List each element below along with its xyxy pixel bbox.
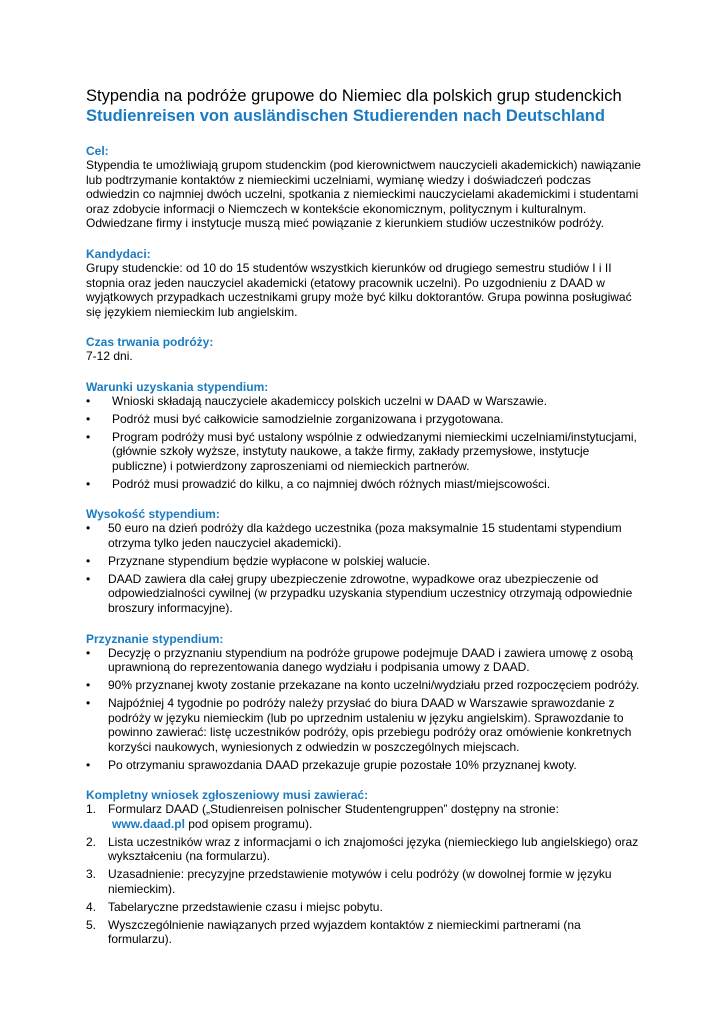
document-page [86,87,646,950]
document-title-polish: Stypendia na podróże grupowe do Niemiec dla polskich grup studenckich [86,87,622,105]
bullet-icon: • [86,757,91,772]
section-kandydaci [86,247,646,319]
list-number: 4. [86,899,97,914]
list-item: • Wnioski składają nauczyciele akademiccy polskich uczelni w DAAD w Warszawie. [86,393,548,408]
bullet-icon: • [86,553,91,568]
bullet-icon: • [86,645,91,660]
bullet-list-przyznanie [86,646,646,773]
bullet-icon: • [86,476,91,491]
section-heading-cel: Cel: [86,144,109,158]
list-number: 1. [86,802,97,817]
list-item: 5. Wyszczególnienie nawiązanych przed wyjazdem kontaktów z niemieckimi partnerami (na formularzu). [86,917,581,947]
bullet-icon: • [86,411,91,426]
section-text-kandydaci: Grupy studenckie: od 10 do 15 studentów wszystkich kierunków od drugiego semestru studiów I i II stopnia oraz jeden nauczyciel akademicki (etatowy pracownik uczelni). Po uzgodnieniu z DAAD w wyjątkowych przypadkach uczestnikami grupy może być kilku doktorantów. Grupa powinna posługiwać się językiem niemieckim lub angielskim. [86,260,632,319]
bullet-icon: • [86,393,91,408]
section-czas [86,335,646,364]
list-number: 5. [86,917,97,932]
list-item: • Po otrzymaniu sprawozdania DAAD przekazuje grupie pozostałe 10% przyznanej kwoty. [86,757,577,772]
list-item: 2. Lista uczestników wraz z informacjami o ich znajomości języka (niemieckiego lub angielskiego) oraz wykształceniu (na formularzu). [86,834,639,864]
section-warunki [86,380,646,491]
section-heading-warunki: Warunki uzyskania stypendium: [86,379,269,394]
list-item: 4. Tabelaryczne przedstawienie czasu i miejsc pobytu. [86,899,383,914]
list-number: 3. [86,867,97,882]
bullet-list-warunki [86,394,646,491]
list-item: • 50 euro na dzień podróży dla każdego uczestnika (poza maksymalnie 15 studentami stypendium otrzyma tylko jeden nauczyciel akademicki). [86,521,622,550]
section-cel [86,144,646,231]
section-heading-przyznanie: Przyznanie stypendium: [86,631,224,646]
bullet-icon: • [86,571,91,586]
bullet-icon: • [86,695,91,710]
section-heading-kandydaci: Kandydaci: [86,246,151,261]
document-title-german: Studienreisen von ausländischen Studierenden nach Deutschland [86,107,605,125]
list-item: • Najpóźniej 4 tygodnie po podróży należy przysłać do biura DAAD w Warszawie sprawozdanie z podróży w języku niemieckim (lub po uprzednim ustaleniu w języku angielskim). Sprawozdanie to powinno zawierać: listę uczestników podróży, opis przebiegu podróży oraz omówienie konkretnych korzyści naukowych, wyniesionych z odwiedzin w poszczególnych miejscach. [86,695,632,754]
section-przyznanie [86,632,646,773]
section-text-czas: 7-12 dni. [86,349,133,364]
list-item: • 90% przyznanej kwoty zostanie przekazane na konto uczelni/wydziału przed rozpoczęciem podróży. [86,678,640,693]
bullet-list-wysokosc [86,521,646,615]
list-item: • Podróż musi prowadzić do kilku, a co najmniej dwóch różnych miast/miejscowości. [86,476,551,491]
list-item: 1. Formularz DAAD („Studienreisen polnischer Studentengruppen” dostępny na stronie: www.daad.pl pod opisem programu). [86,802,559,831]
list-item: • DAAD zawiera dla całej grupy ubezpieczenie zdrowotne, wypadkowe oraz ubezpieczenie od odpowiedzialności cywilnej (w przypadku uzyskania stypendium uczestnicy otrzymają odpowiednie broszury informacyjne). [86,571,633,615]
section-heading-wysokosc: Wysokość stypendium: [86,507,220,522]
section-text-cel: Stypendia te umożliwiają grupom studenckim (pod kierownictwem nauczycieli akademickich) nawiązanie lub podtrzymanie kontaktów z niemieckimi uczelniami, wymianę wiedzy i doświadczeń podczas odwiedzin co najmniej dwóch uczelni, spotkania z niemieckimi nauczycielami akademickimi i studentami oraz zdobycie informacji o Niemczech w kontekście ekonomicznym, politycznym i kulturalnym. Odwiedzane firmy i instytucje muszą mieć powiązanie z kierunkiem studiów uczestników podróży. [86,158,641,231]
section-heading-wniosek: Kompletny wniosek zgłoszeniowy musi zawierać: [86,788,369,803]
list-item: 3. Uzasadnienie: precyzyjne przedstawienie motywów i celu podróży (w dowolnej formie w języku niemieckim). [86,867,612,896]
section-wniosek [86,788,646,947]
section-wysokosc [86,507,646,615]
section-heading-czas: Czas trwania podróży: [86,335,214,350]
numbered-list-wniosek [86,802,646,947]
list-item: • Podróż musi być całkowicie samodzielnie zorganizowana i przygotowana. [86,411,504,426]
bullet-icon: • [86,521,91,536]
list-item: • Program podróży musi być ustalony wspólnie z odwiedzanymi niemieckimi uczelniami/instytucjami, (głównie szkoły wyższe, instytuty naukowe, a także firmy, zakłady przemysłowe, instytucje publiczne) i potwierdzony zaproszeniami od niemieckich partnerów. [86,429,637,473]
daad-website-link[interactable]: www.daad.pl [112,816,185,831]
bullet-icon: • [86,678,91,693]
bullet-icon: • [86,429,91,444]
list-number: 2. [86,834,97,849]
list-item: • Decyzję o przyznaniu stypendium na podróże grupowe podejmuje DAAD i zawiera umowę z osobą uprawnioną do reprezentowania danego wydziału i podpisania umowy z DAAD. [86,645,633,675]
list-item: • Przyznane stypendium będzie wypłacone w polskiej walucie. [86,553,431,568]
